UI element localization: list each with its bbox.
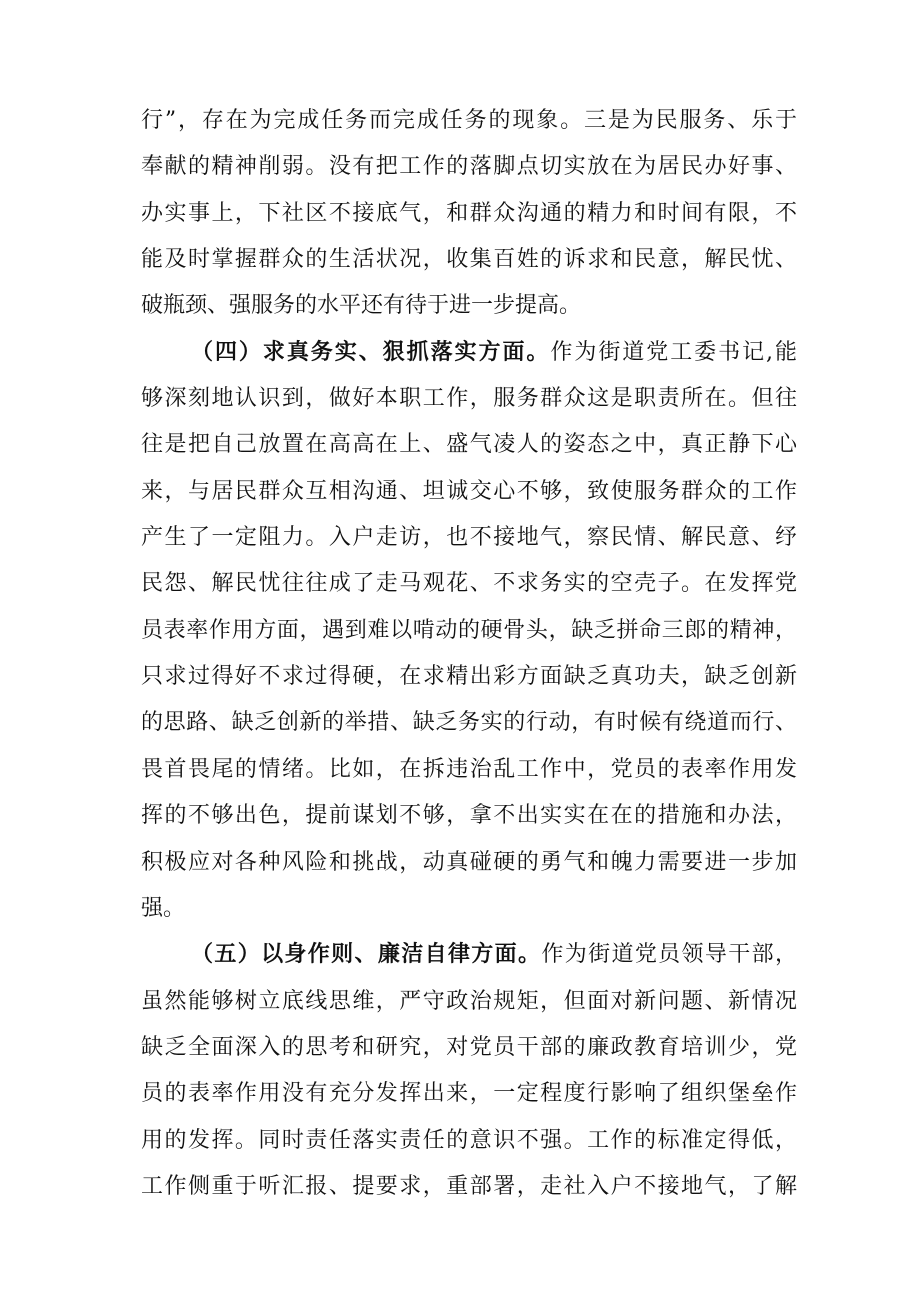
text-line: 用的发挥。同时责任落实责任的意识不强。工作的标准定得低， [141, 1127, 797, 1153]
text-run: 作为街道党工委书记,能 [550, 339, 797, 365]
text-line: 民怨、解民忧往往成了走马观花、不求务实的空壳子。在发挥党 [141, 571, 797, 597]
text-line: 虽然能够树立底线思维，严守政治规矩，但面对新问题、新情况 [141, 988, 797, 1014]
text-line: 员的表率作用没有充分发挥出来，一定程度行影响了组织堡垒作 [141, 1081, 797, 1107]
section-heading: （四）求真务实、狠抓落实方面。 [191, 339, 551, 365]
text-line: 积极应对各种风险和挑战，动真碰硬的勇气和魄力需要进一步加 [141, 849, 797, 875]
text-line: 畏首畏尾的情绪。比如，在拆违治乱工作中，党员的表率作用发 [141, 756, 797, 782]
text-line: 挥的不够出色，提前谋划不够，拿不出实实在在的措施和办法， [141, 803, 797, 829]
text-line: 缺乏全面深入的思考和研究，对党员干部的廉政教育培训少，党 [141, 1034, 797, 1060]
text-line [141, 330, 797, 376]
text-line: 往是把自己放置在高高在上、盛气凌人的姿态之中，真正静下心 [141, 432, 797, 458]
paragraph-integrity-self-discipline [141, 932, 797, 1210]
text-line: 办实事上，下社区不接底气，和群众沟通的精力和时间有限，不 [141, 200, 797, 226]
text-line: 破瓶颈、强服务的水平还有待于进一步提高。 [141, 293, 582, 319]
document-body [141, 98, 797, 1210]
section-heading: （五）以身作则、廉洁自律方面。 [191, 942, 542, 968]
text-line: 产生了一定阻力。入户走访，也不接地气，察民情、解民意、纾 [141, 525, 797, 551]
text-line: 员表率作用方面，遇到难以啃动的硬骨头，缺乏拼命三郎的精神， [141, 617, 797, 643]
text-line: 工作侧重于听汇报、提要求，重部署，走社入户不接地气，了解 [141, 1173, 797, 1199]
text-line: 奉献的精神削弱。没有把工作的落脚点切实放在为居民办好事、 [141, 154, 797, 180]
text-line: 够深刻地认识到，做好本职工作，服务群众这是职责所在。但往 [141, 386, 797, 412]
text-line: 来，与居民群众互相沟通、坦诚交心不够，致使服务群众的工作 [141, 478, 797, 504]
text-line: 的思路、缺乏创新的举措、缺乏务实的行动，有时候有绕道而行、 [141, 710, 797, 736]
text-line: 行”，存在为完成任务而完成任务的现象。三是为民服务、乐于 [141, 108, 797, 133]
text-run: 作为街道党员领导干部， [541, 942, 797, 968]
text-line [141, 932, 797, 978]
paragraph-service-spirit [141, 98, 797, 330]
text-line: 能及时掌握群众的生活状况，收集百姓的诉求和民意，解民忧、 [141, 247, 797, 273]
text-line: 只求过得好不求过得硬，在求精出彩方面缺乏真功夫，缺乏创新 [141, 664, 797, 690]
paragraph-pragmatic-implementation [141, 330, 797, 932]
text-line: 强。 [141, 895, 186, 921]
